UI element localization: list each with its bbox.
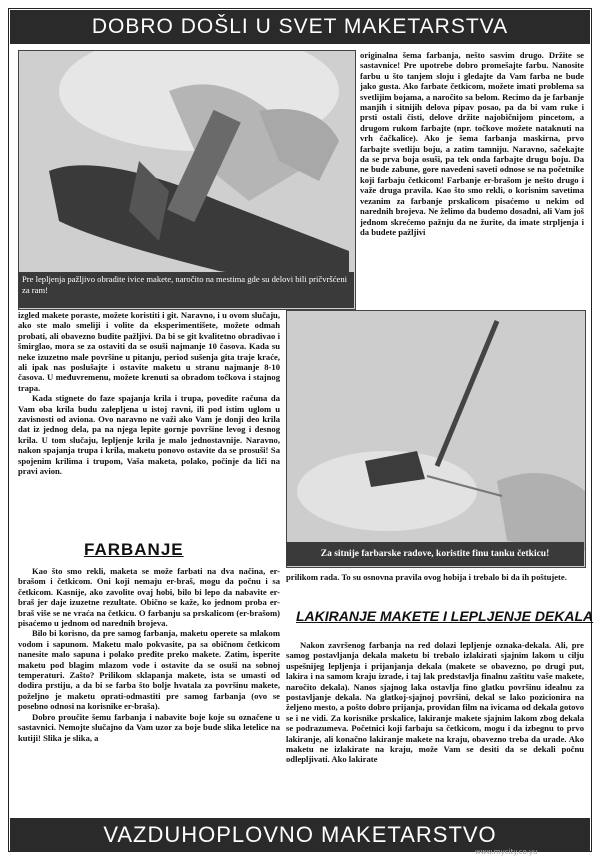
photo-sanding-illustration <box>19 51 355 309</box>
right-top-column <box>360 50 584 237</box>
watermark: www.mycity.co.yu <box>475 848 538 856</box>
photo2-caption: Za sitnije farbarske radove, koristite finu tanku četkicu! <box>286 542 584 566</box>
photo-brush-illustration <box>287 311 585 567</box>
farbanje-paragraph-3: Dobro proučite šemu farbanja i nabavite boje koje su označene u sastavnici. Nemojte slučajno da Vam uzor za boje bude slika letelice na kutiji! Slika je slika, a <box>18 711 280 743</box>
heading-farbanje: FARBANJE <box>84 540 184 559</box>
photo1-caption: Pre lepljenja pažljivo obradite ivice makete, naročito na mestima gde su delovi bili pričvršćeni za ram! <box>18 272 354 308</box>
left-mid-paragraph-2: Kada stignete do faze spajanja krila i trupa, povedite računa da Vam oba krila budu zalepljena u istoj ravni, ili pod istim uglom u zavisnosti od aviona. Ovo naravno ne važi ako Vam je donji deo krila dat iz jednog dela, pa na njega lepite gornje površine levog i desnog krila. U tom slučaju, lepljenje krila je malo jednostavnije. Naravno, nakon spajanja trupa i krila, maketu ponovo ostavite da se prosuši! Sa spojenim krilima i trupom, Vaša maketa, polako, počinje da liči na pravi avion. <box>18 393 280 477</box>
lakiranje-column <box>286 640 584 765</box>
header-banner: DOBRO DOŠLI U SVET MAKETARSTVA <box>10 10 590 44</box>
left-middle-column <box>18 310 280 477</box>
footer-banner: VAZDUHOPLOVNO MAKETARSTVO <box>10 818 590 852</box>
photo-sanding-model <box>18 50 356 310</box>
farbanje-paragraph-2: Bilo bi korisno, da pre samog farbanja, maketu operete sa mlakom vodom i sapunom. Maketu malo pokvasite, pa sa običnom četkicom nanesite malo sapuna i polako pređite preko makete. Zatim, isperite maketu pod blagim mlazom vode i ostavite da se osuši na sobnoj temperaturi. Zašto? Prilikom sklapanja makete, ista se umasti od dodira prstiju, a da bi se farba što bolje hvatala za površinu makete, poželjno je maketu oprati-odmastiti pre samog farbanja (ovo se posebno odnosi na korisnike er-braša). <box>18 628 280 712</box>
right-top-paragraph: originalna šema farbanja, nešto sasvim drugo. Držite se sastavnice! Pre upotrebe dobro promešajte farbu. Nanosite farbu u što tanjem sloju i gledajte da Vam farba ne bude jako gusta. Ako farbate četkicom, možete imati problema sa svetlijim bojama, a naročito sa belom. Recimo da je farbanje manjih i sitnijih delova pipav posao, pa da bi vam ruke i prsti ostali čisti, delove držite najobičnijom pincetom, a drugom rukom farbajte (npr. točkove možete nataknuti na vrh čačkalice). Ako je šema farbanja maskirna, prvo farbajte svetliju boju, a zatim tamniju. Naravno, sačekajte da se prva boja osuši, pa tek onda farbajte drugu boju. Da ne bude zabune, gore navedeni saveti odnose se na početnike koji farbaju četkicom! Farbanje er-brašom je nešto drugo i važe druga pravila. Kao što smo rekli, o korisnim savetima vezanim za farbanje prskalicom pisaćemo u nekim od narednih brojeva. Ne želimo da budemo dosadni, ali Vam još jednom skrećemo pažnju da ne žurite, da imate strpljenja i da budete pažljivi <box>360 50 584 237</box>
right-after-caption-paragraph: prilikom rada. To su osnovna pravila ovog hobija i trebalo bi da ih poštujete. <box>286 572 567 582</box>
heading-lakiranje: LAKIRANJE MAKETE I LEPLJENJE DEKALA <box>296 608 594 624</box>
lakiranje-paragraph-1: Nakon završenog farbanja na red dolazi lepljenje oznaka-dekala. Ali, pre samog postavljanja dekala maketu bi trebalo izlakirati sjajnim lakom u cilju uspešnijeg lepljenja i prijanjanja dekala (makete se obavezno, po drugi put, lakira i na samom kraju izrade, i taj lak predstavlja finalnu zaštitu vaše makete, naročito dekala). Nanos sjajnog laka ostavlja fino glatku površinu idealnu za postavljanje dekala. Na glatkoj-sjajnoj površini, dekal se lako pozicionira na željeno mesto, a pošto dobro prijanja, providan film na ivicama od dekala gotovo se i ne vidi. Za korisnike prskalice, lakiranje makete sjajnim lakom zbog dekala se podrazumeva. Početnici koji farbaju sa četkicom, mogu i da izbegnu to prvo lakiranje, ali konačno lakiranje makete na kraju, obavezno treba da urade. Ako maketu ne izlakirate na kraju, može Vam se desiti da se dekali počnu odlepljivati. Ako lakirate <box>286 640 584 765</box>
farbanje-paragraph-1: Kao što smo rekli, maketa se može farbati na dva načina, er-brašom i četkicom. Oni koji nemaju er-braš, mogu da počnu i sa četkicom. Kasnije, ako zavolite ovaj hobi, bilo bi lepo da nabavite er-braš jer daje izuzetne rezultate. Obično se kaže, ko jednom proba er-braš više se ne vraća na četkicu. O farbanju sa prskalicom (er-brašom) pisaćemo u jednom od narednih brojeva. <box>18 566 280 629</box>
right-bottom-column <box>286 572 584 582</box>
left-mid-paragraph-1: izgled makete poraste, možete koristiti i git. Naravno, i u ovom slučaju, ako ste malo smeliji i volite da eksperimentišete, možete odmah probati, ali obavezno budite pažljivi. Da bi se git kvalitetno obradivao i šmirglao, mora se za ostaviti da se osuši najmanje 10 časova. Kada su neke izuzetno male površine u pitanju, period sušenja gita traje kraće, ali ipak nas poslušajte i ostavite maketu u stranu najmanje 8-10 časova. U međuvremenu, možete krenuti sa obradom točkova i stajnog trapa. <box>18 310 280 393</box>
left-bottom-column <box>18 566 280 743</box>
photo-brush-painting <box>286 310 586 568</box>
